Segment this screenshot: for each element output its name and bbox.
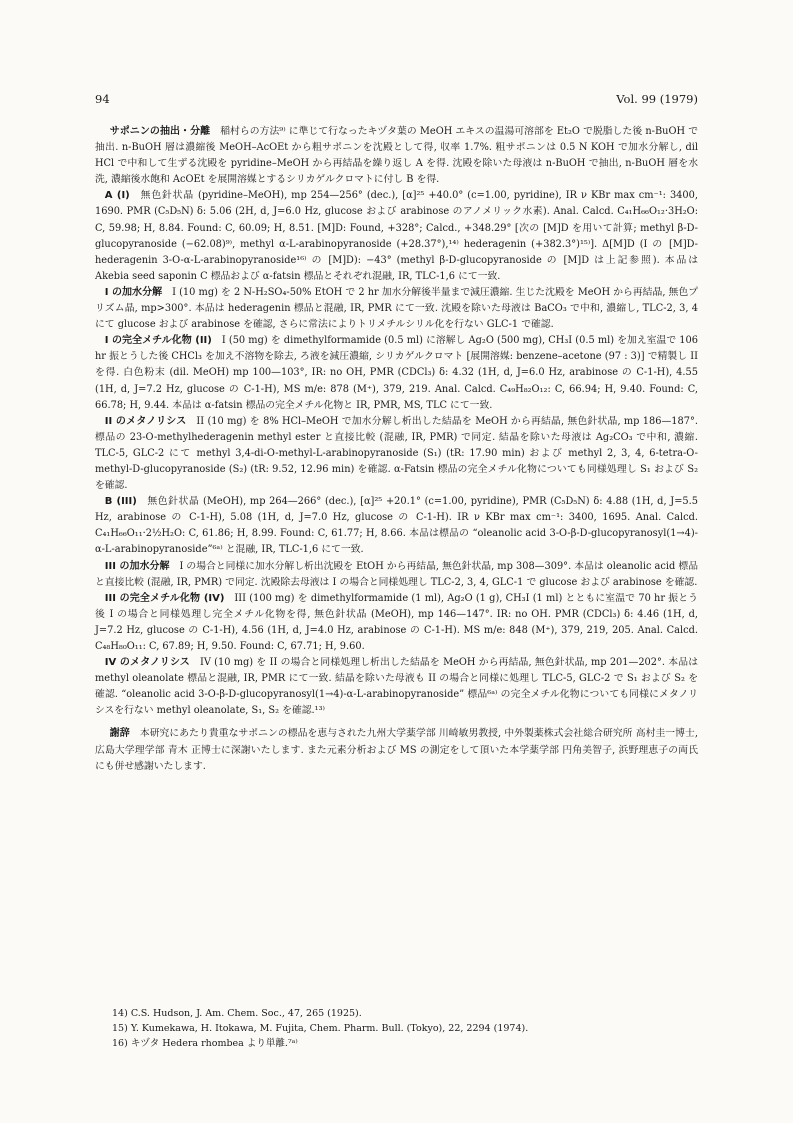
heading-methanolysis-ii: II のメタノリシス [104, 415, 187, 427]
paragraph-compound-b [95, 494, 698, 558]
text-acknowledgment: 本研究にあたり貴重なサポニンの標品を恵与された九州大学薬学部 川崎敏男教授, 中外製薬株式会社総合研究所 高村圭一博士, 広島大学理学部 青木 正博士に深謝いたします. また元素分析および MS の測定をして頂いた本学薬学部 円角美智子, 浜野理恵子の両氏にも併せ感謝いたします. [95, 728, 699, 772]
paragraph-compound-a [95, 188, 698, 285]
paragraph-methanolysis-iv [95, 655, 698, 719]
paragraph-methanolysis-ii [95, 414, 698, 494]
footnotes [112, 1006, 672, 1051]
volume-info: Vol. 99 (1979) [616, 92, 698, 106]
heading-acknowledgment: 謝辞 [109, 728, 130, 740]
experimental-section [95, 124, 698, 775]
acknowledgment [95, 726, 698, 774]
paragraph-hydrolysis-i [95, 285, 698, 333]
heading-methanolysis-iv: IV のメタノリシス [104, 657, 190, 669]
text-hydrolysis-i: I (10 mg) を 2 N-H₂SO₄-50% EtOH で 2 hr 加水分解後半量まで減圧濃縮. 生じた沈殿を MeOH から再結晶, 無色プリズム晶, mp>300°. 本品は hederagenin 標品と混融, IR, PMR にて一致. 沈殿を除いた母液は BaCO₃ で中和, 濃縮し, TLC-2, 3, 4 にて glucose および arabinose を確認, さらに常法によりトリメチルシリル化を行ない GLC-1 で確認. [95, 286, 698, 331]
page-number: 94 [95, 92, 110, 106]
text-methanolysis-iv: IV (10 mg) を II の場合と同様処理し析出した結晶を MeOH から再結晶, 無色針状晶, mp 201—202°. 本品は methyl oleanolate 標品と混融, IR, PMR にて一致. 結晶を除いた母液も II の場合と同様に処理し TLC-5, GLC-2 で S₁ および S₂ を確認. “oleanolic acid 3-O-β-D-glucopyranosyl(1→4)-α-L-arabinopyranoside” 標品⁶ᵃ⁾ の完全メチル化物についても同様にメタノリシスを行ない methyl oleanolate, S₁, S₂ を確認.¹³⁾ [95, 657, 698, 717]
text-methylation-ii: I (50 mg) を dimethylformamide (0.5 ml) に溶解し Ag₂O (500 mg), CH₃I (0.5 ml) を加え室温で 106 hr 振とうした後 CHCl₃ を加え不溶物を除去, ろ液を減圧濃縮, シリカゲルクロマト [展開溶媒: benzene–acetone (97 : 3)] で精製し II を得. 白色粉末 (dil. MeOH) mp 100—103°, IR: no OH, PMR (CDCl₃) δ: 4.32 (1H, d, J=6.0 Hz, arabinose の C-1-H), 4.55 (1H, d, J=7.2 Hz, glucose の C-1-H), MS m/e: 878 (M⁺), 379, 219. Anal. Calcd. C₄₉H₈₂O₁₂: C, 66.94; H, 9.40. Found: C, 66.78; H, 9.44. 本品は α-fatsin 標品の完全メチル化物と IR, PMR, MS, TLC にて一致. [95, 335, 699, 411]
text-methylation-iv: III (100 mg) を dimethylformamide (1 ml), Ag₂O (1 g), CH₃I (1 ml) とともに室温で 70 hr 振とう後 I の場合と同様処理し完全メチル化物を得, 無色針状晶 (MeOH), mp 146—147°. IR: no OH. PMR (CDCl₃) δ: 4.46 (1H, d, J=7.2 Hz, glucose の C-1-H), 4.56 (1H, d, J=4.0 Hz, arabinose の C-1-H). MS m/e: 848 (M⁺), 379, 219, 205. Anal. Calcd. C₄₈H₈₀O₁₁: C, 67.89; H, 9.50. Found: C, 67.71; H, 9.60. [95, 592, 698, 652]
heading-hydrolysis-i: I の加水分解 [104, 286, 163, 298]
footnote-15: 15) Y. Kumekawa, H. Itokawa, M. Fujita, Chem. Pharm. Bull. (Tokyo), 22, 2294 (1974). [112, 1023, 529, 1034]
heading-extraction: サポニンの抽出・分離 [109, 126, 211, 137]
heading-compound-b: B (III) [104, 496, 137, 508]
footnote-14: 14) C.S. Hudson, J. Am. Chem. Soc., 47, 265 (1925). [112, 1008, 362, 1019]
paragraph-methylation-ii [95, 333, 698, 413]
heading-hydrolysis-iii: III の加水分解 [104, 560, 170, 572]
text-methanolysis-ii: II (10 mg) を 8% HCl–MeOH で加水分解し析出した結晶を MeOH から再結晶, 無色針状晶, mp 186—187°. 標品の 23-O-methylhederagenin methyl ester と直接比較 (混融, IR, PMR) で同定. 結晶を除いた母液は Ag₂CO₃ で中和, 濃縮. TLC-5, GLC-2 にて methyl 3,4-di-O-methyl-L-arabinopyranoside (S₁) (tR: 17.90 min) および methyl 2, 3, 4, 6-tetra-O-methyl-D-glucopyranoside (S₂) (tR: 9.52, 12.96 min) を確認. α-Fatsin 標品の完全メチル化物についても同様処理し S₁ および S₂ を確認. [95, 415, 698, 492]
paragraph-methylation-iv [95, 591, 698, 655]
heading-methylation-iv: III の完全メチル化物 (IV) [104, 592, 225, 604]
paragraph-hydrolysis-iii [95, 559, 698, 591]
text-compound-a: 無色針状晶 (pyridine–MeOH), mp 254—256° (dec.), [α]²⁵ +40.0° (c=1.00, pyridine), IR ν KBr max cm⁻¹: 3400, 1690. PMR (C₅D₅N) δ: 5.06 (2H, d, J=6.0 Hz, glucose および arabinose のアノメリック水素). Anal. Calcd. C₄₁H₆₆O₁₂·3H₂O: C, 59.98; H, 8.84. Found: C, 60.09; H, 8.51. [M]D: Found, +328°; Calcd., +348.29° [次の [M]D を用いて計算; methyl β-D-glucopyranoside (−62.08)⁹⁾, methyl α-L-arabinopyranoside (+28.37°),¹⁴⁾ hederagenin (+382.3°)¹⁵⁾]. Δ[M]D (I の [M]D-hederagenin 3-O-α-L-arabinopyranoside¹⁶⁾ の [M]D): −43° (methyl β-D-glucopyranoside の [M]D は上記参照). 本品は Akebia seed saponin C 標品および α-fatsin 標品とそれぞれ混融, IR, TLC-1,6 にて一致. [95, 190, 698, 282]
heading-methylation-ii: I の完全メチル化物 (II) [104, 335, 212, 347]
footnote-16: 16) キヅタ Hedera rhombea より単離.⁷ᵃ⁾ [112, 1038, 298, 1049]
paragraph-extraction [95, 124, 698, 188]
text-hydrolysis-iii: I の場合と同様に加水分解し析出沈殿を EtOH から再結晶, 無色針状晶, mp 308—309°. 本品は oleanolic acid 標品と直接比較 (混融, IR, PMR) で同定. 沈殿除去母液は I の場合と同様処理し TLC-2, 3, 4, GLC-1 で glucose および arabinose を確認. [95, 560, 698, 588]
heading-compound-a: A (I) [104, 190, 130, 202]
page-header [95, 92, 698, 108]
text-extraction: 稲村らの方法⁹⁾ に準じて行なったキヅタ葉の MeOH エキスの温湯可溶部を Et₂O で脱脂した後 n-BuOH で抽出. n-BuOH 層は濃縮後 MeOH–AcOEt から粗サポニンを沈殿として得, 収率 1.7%. 粗サポニンは 0.5 N KOH で加水分解し, dil HCl で中和して生ずる沈殿を pyridine–MeOH から再結晶を繰り返し A を得. 沈殿を除いた母液は n-BuOH で抽出, n-BuOH 層を水洗, 濃縮後水飽和 AcOEt を展開溶媒とするシリカゲルクロマトに付し B を得. [95, 126, 699, 186]
text-compound-b: 無色針状晶 (MeOH), mp 264—266° (dec.), [α]²⁵ +20.1° (c=1.00, pyridine), PMR (C₅D₅N) δ: 4.88 (1H, d, J=5.5 Hz, arabinose の C-1-H), 5.08 (1H, d, J=7.0 Hz, glucose の C-1-H). IR ν KBr max cm⁻¹: 3400, 1695. Anal. Calcd. C₄₁H₆₆O₁₁·2½H₂O: C, 61.86; H, 8.99. Found: C, 61.77; H, 8.66. 本品は標品の “oleanolic acid 3-O-β-D-glucopyranosyl(1→4)-α-L-arabinopyranoside”⁶ᵃ⁾ と混融, IR, TLC-1,6 にて一致. [95, 496, 698, 556]
